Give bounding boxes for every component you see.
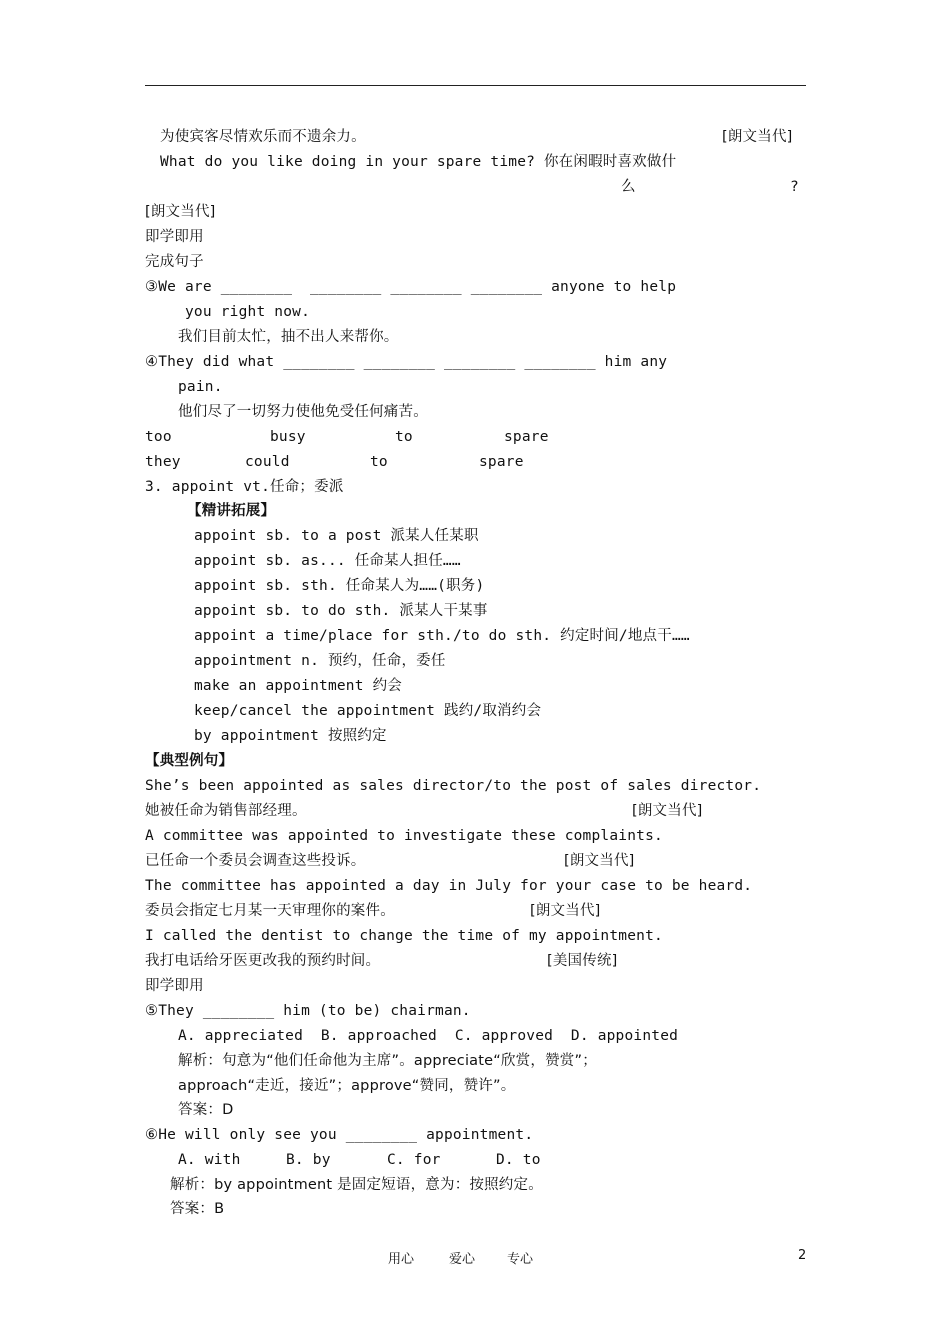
answer-word: they <box>145 454 181 470</box>
source-tag: [朗文当代] <box>530 903 601 919</box>
exercise-question: ⑥He will only see you ________ appointment. <box>145 1127 534 1143</box>
source-tag: [朗文当代] <box>632 803 703 819</box>
translation-line: 我们目前太忙，抽不出人来帮你。 <box>178 329 399 345</box>
exercise-question: you right now. <box>185 304 311 320</box>
exercise-question: ⑤They ________ him (to be) chairman. <box>145 1003 471 1019</box>
answer-key: 答案：D <box>178 1102 234 1118</box>
text-line: ? <box>790 179 799 195</box>
answer-word: spare <box>479 454 524 470</box>
explanation-line: approach“走近，接近”；approve“赞同，赞许”。 <box>178 1078 516 1094</box>
translation-line: 他们尽了一切努力使他免受任何痛苦。 <box>178 404 428 420</box>
example-sentence: She’s been appointed as sales director/to the post of sales director. <box>145 778 762 794</box>
answer-option: C. for <box>387 1152 441 1168</box>
explanation-line: 解析：句意为“他们任命他为主席”。appreciate“欣赏，赞赏”； <box>178 1053 597 1069</box>
translation-line: 委员会指定七月某一天审理你的案件。 <box>145 903 395 919</box>
answer-key: 答案：B <box>170 1201 225 1217</box>
answer-word: to <box>370 454 388 470</box>
translation-line: 我打电话给牙医更改我的预约时间。 <box>145 953 381 969</box>
answer-word: too <box>145 429 172 445</box>
translation-line: 已任命一个委员会调查这些投诉。 <box>145 853 366 869</box>
answer-word: busy <box>270 429 306 445</box>
usage-item: appointment n. 预约，任命，委任 <box>194 653 446 669</box>
header-rule <box>145 85 806 86</box>
translation-line: 她被任命为销售部经理。 <box>145 803 307 819</box>
text-line: 么 <box>621 179 636 195</box>
text-line: 为使宾客尽情欢乐而不遗余力。 <box>160 129 366 145</box>
usage-item: appoint sb. as... 任命某人担任…… <box>194 553 461 569</box>
text-line: What do you like doing in your spare time? 你在闲暇时喜欢做什 <box>160 154 677 170</box>
usage-item: appoint a time/place for sth./to do sth. 约定时间/地点干…… <box>194 628 690 644</box>
answer-option: B. by <box>286 1152 331 1168</box>
footer-motto-2: 爱心 <box>449 1252 476 1267</box>
section-heading: 即学即用 <box>145 978 204 994</box>
section-heading: 即学即用 <box>145 229 204 245</box>
example-sentence: A committee was appointed to investigate these complaints. <box>145 828 663 844</box>
vocab-heading: 3. appoint vt.任命；委派 <box>145 479 344 495</box>
subsection-heading: 【典型例句】 <box>145 753 234 769</box>
page-number: 2 <box>798 1248 807 1263</box>
usage-item: appoint sb. to do sth. 派某人干某事 <box>194 603 488 619</box>
section-heading: 完成句子 <box>145 254 204 270</box>
usage-item: appoint sb. sth. 任命某人为……(职务) <box>194 578 485 594</box>
answer-option: D. to <box>496 1152 541 1168</box>
answer-word: to <box>395 429 413 445</box>
exercise-question: ④They did what ________ ________ ________ ________ him any <box>145 354 668 370</box>
usage-item: by appointment 按照约定 <box>194 728 387 744</box>
example-sentence: The committee has appointed a day in July for your case to be heard. <box>145 878 753 894</box>
footer-motto-1: 用心 <box>388 1252 415 1267</box>
answer-options: A. appreciated B. approached C. approved D. appointed <box>178 1028 679 1044</box>
source-tag: [美国传统] <box>547 953 618 969</box>
source-tag: [朗文当代] <box>564 853 635 869</box>
source-tag: [朗文当代] <box>722 129 793 145</box>
source-tag: [朗文当代] <box>145 204 216 220</box>
exercise-question: ③We are ________ ________ ________ ________ anyone to help <box>145 279 677 295</box>
example-sentence: I called the dentist to change the time of my appointment. <box>145 928 663 944</box>
explanation-line: 解析：by appointment 是固定短语，意为：按照约定。 <box>170 1177 543 1193</box>
answer-word: could <box>245 454 290 470</box>
usage-item: appoint sb. to a post 派某人任某职 <box>194 528 479 544</box>
answer-option: A. with <box>178 1152 241 1168</box>
footer-motto-3: 专心 <box>507 1252 534 1267</box>
subsection-heading: 【精讲拓展】 <box>187 503 276 519</box>
answer-word: spare <box>504 429 549 445</box>
exercise-question: pain. <box>178 379 223 395</box>
usage-item: keep/cancel the appointment 践约/取消约会 <box>194 703 542 719</box>
usage-item: make an appointment 约会 <box>194 678 402 694</box>
